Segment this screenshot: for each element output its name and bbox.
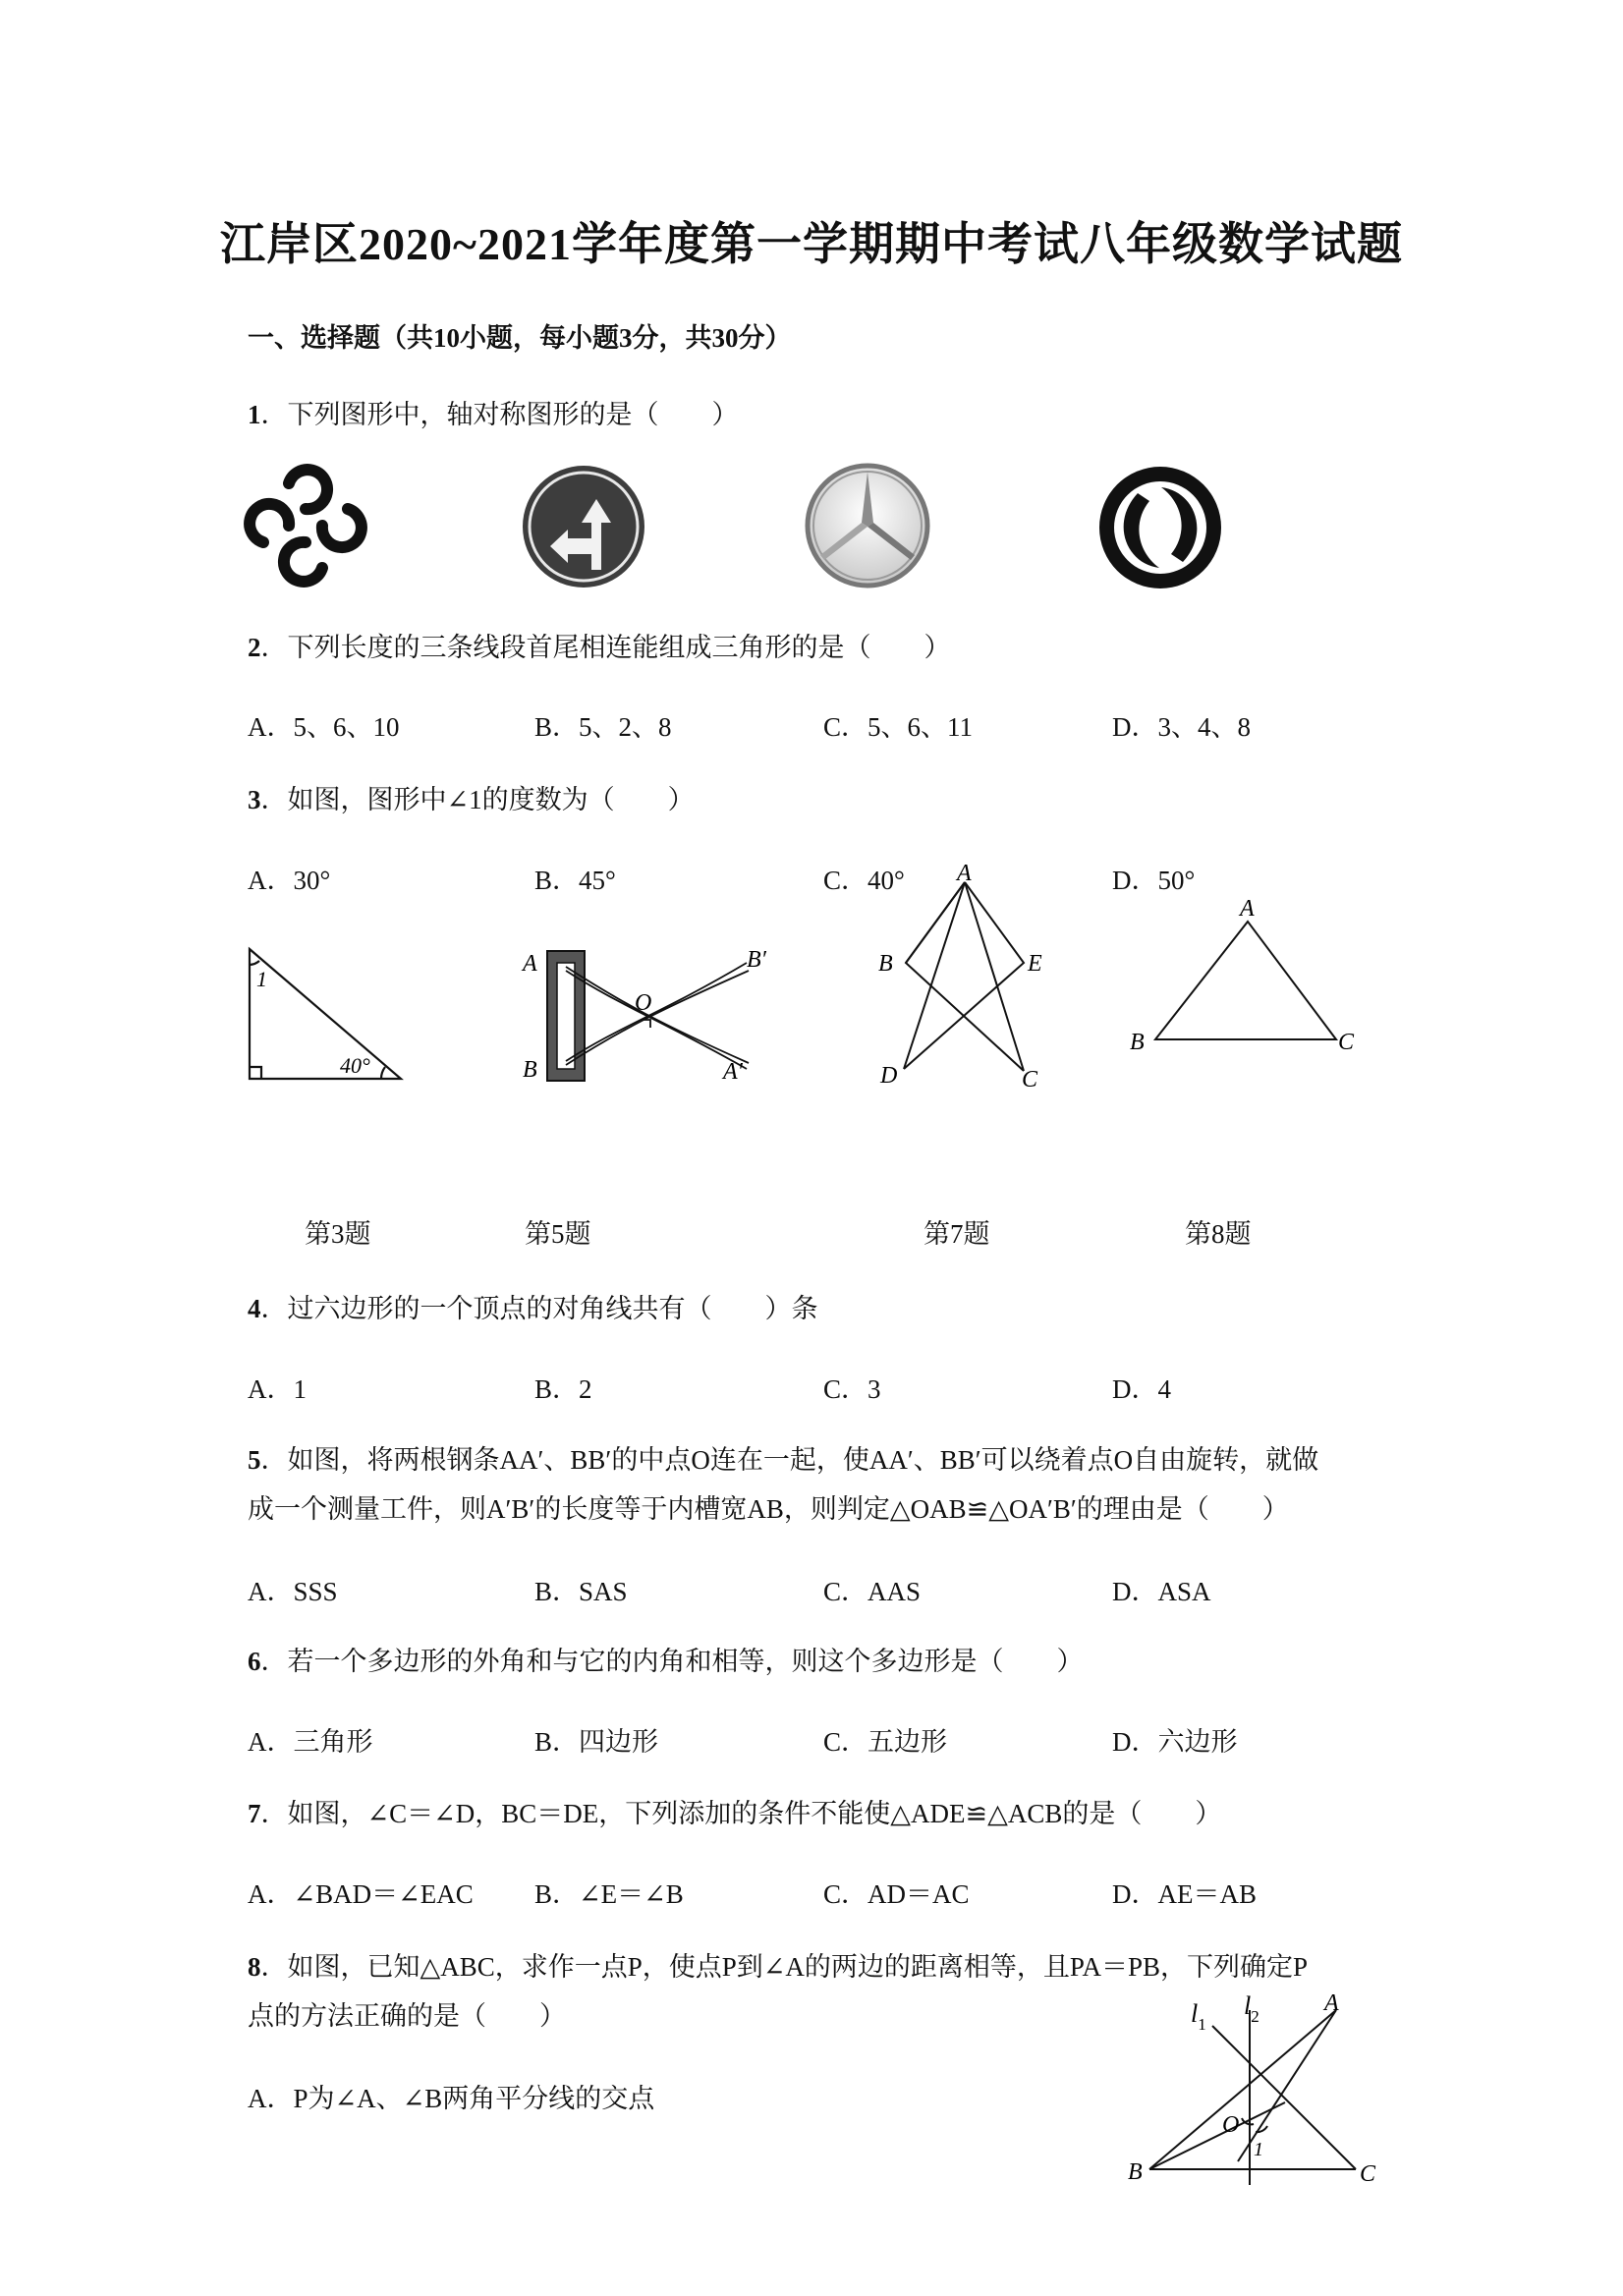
question-4	[248, 1291, 818, 1326]
caption-fig3: 第3题	[305, 1219, 371, 1249]
caption-fig5: 第5题	[525, 1219, 591, 1249]
q7-option-c: C．AD＝AC	[823, 1879, 970, 1909]
label-l: l	[1191, 1999, 1199, 2028]
question-7	[248, 1796, 1221, 1831]
angle-1-label: 1	[256, 967, 267, 991]
q5-option-d: D．ASA	[1112, 1577, 1211, 1606]
question-number: 1	[248, 400, 261, 429]
question-number: 4	[248, 1294, 261, 1323]
label-A: A	[957, 861, 972, 886]
label-D: D	[880, 1063, 898, 1089]
caption-fig8: 第8题	[1185, 1219, 1252, 1249]
angle-40-label: 40°	[340, 1053, 370, 1078]
question-2	[248, 630, 951, 665]
q8-option-a: A．P为∠A、∠B两角平分线的交点	[248, 2084, 655, 2113]
label-l2	[1244, 1991, 1259, 2026]
angle-1-label: 1	[1254, 2139, 1263, 2160]
question-text: ．如图，∠C＝∠D，BC＝DE，下列添加的条件不能使△ADE≌△ACB的是（ ）	[260, 1799, 1222, 1828]
label-B-prime: B′	[747, 947, 766, 973]
label-B: B	[1128, 2159, 1143, 2185]
question-1	[248, 397, 739, 432]
label-C: C	[1360, 2161, 1376, 2187]
label-A-prime: A′	[723, 1059, 743, 1085]
label-O: O	[635, 990, 652, 1016]
q4-option-b: B．2	[534, 1374, 592, 1404]
figure-q5-steel-bars	[513, 941, 776, 1096]
q6-option-d: D．六边形	[1112, 1727, 1238, 1757]
question-number: 2	[248, 633, 261, 662]
question-text: ．如图，将两根钢条AA′、BB′的中点O连在一起，使AA′、BB′可以绕着点O自由旋转，就做	[260, 1445, 1319, 1475]
label-C: C	[1022, 1067, 1038, 1092]
question-5-line-2: 成一个测量工件，则A′B′的长度等于内槽宽AB，则判定△OAB≌△OA′B′的理由是（ ）	[248, 1494, 1289, 1524]
label-A: A	[523, 951, 537, 977]
label-l1	[1191, 1999, 1206, 2034]
road-sign-arrows-icon	[521, 464, 646, 589]
figure-q3-triangle	[244, 943, 411, 1091]
label-O: O	[1222, 2112, 1240, 2138]
question-text: ．下列图形中，轴对称图形的是（ ）	[260, 400, 739, 429]
q6-option-c: C．五边形	[823, 1727, 948, 1757]
q5-option-c: C．AAS	[823, 1577, 922, 1606]
question-6	[248, 1644, 1084, 1679]
label-B: B	[878, 951, 893, 977]
q7-option-d: D．AE＝AB	[1112, 1879, 1257, 1909]
q3-option-a: A．30°	[248, 866, 331, 895]
question-number: 7	[248, 1799, 261, 1828]
q2-option-a: A．5、6、10	[248, 712, 400, 742]
question-number: 8	[248, 1952, 261, 1982]
label-B: B	[523, 1057, 537, 1083]
q2-option-d: D．3、4、8	[1112, 712, 1251, 742]
label-A: A	[1240, 896, 1255, 922]
q5-option-b: B．SAS	[534, 1577, 628, 1606]
label-l1-subscript: 1	[1198, 2015, 1206, 2034]
q2-option-b: B．5、2、8	[534, 712, 672, 742]
label-A: A	[1324, 1990, 1339, 2016]
question-number: 5	[248, 1445, 261, 1475]
q4-option-c: C．3	[823, 1374, 881, 1404]
label-l: l	[1244, 1991, 1252, 2020]
q6-option-b: B．四边形	[534, 1727, 659, 1757]
label-B: B	[1130, 1030, 1145, 1055]
question-text: ．若一个多边形的外角和与它的内角和相等，则这个多边形是（ ）	[260, 1647, 1084, 1676]
figure-bottom-lines	[1110, 1975, 1395, 2191]
section-heading: 一、选择题（共10小题，每小题3分，共30分）	[248, 323, 792, 353]
q3-option-b: B．45°	[534, 866, 616, 895]
question-3	[248, 782, 695, 817]
question-text: ．过六边形的一个顶点的对角线共有（ ）条	[260, 1294, 818, 1323]
interlocking-g-logo-icon	[244, 464, 367, 588]
label-E: E	[1028, 951, 1042, 977]
label-l2-subscript: 2	[1251, 2007, 1259, 2026]
figure-q8-triangle	[1120, 888, 1366, 1065]
q5-option-a: A．SSS	[248, 1577, 338, 1606]
q6-option-a: A．三角形	[248, 1727, 373, 1757]
q4-option-a: A．1	[248, 1374, 307, 1404]
q4-option-d: D．4	[1112, 1374, 1171, 1404]
question-5-line-1	[248, 1442, 1318, 1478]
page-title: 江岸区2020~2021学年度第一学期期中考试八年级数学试题	[220, 219, 1403, 269]
caption-fig7: 第7题	[923, 1219, 990, 1249]
question-number: 3	[248, 785, 261, 814]
q3-option-c: C．40°	[823, 866, 905, 895]
mercedes-star-logo-icon	[804, 462, 931, 589]
q3-option-d: D．50°	[1112, 866, 1196, 895]
question-text: ．如图，已知△ABC，求作一点P，使点P到∠A的两边的距离相等，且PA＝PB，下列确定P	[260, 1952, 1309, 1982]
question-text: ．下列长度的三条线段首尾相连能组成三角形的是（ ）	[260, 633, 951, 662]
figure-q7-triangles	[867, 861, 1049, 1092]
question-number: 6	[248, 1647, 261, 1676]
q7-option-a: A．∠BAD＝∠EAC	[248, 1879, 474, 1909]
dongfeng-logo-icon	[1098, 466, 1222, 589]
question-8-line-2: 点的方法正确的是（ ）	[248, 2001, 566, 2031]
q2-option-c: C．5、6、11	[823, 712, 974, 742]
question-text: ．如图，图形中∠1的度数为（ ）	[260, 785, 695, 814]
q7-option-b: B．∠E＝∠B	[534, 1879, 684, 1909]
label-C: C	[1338, 1030, 1355, 1055]
